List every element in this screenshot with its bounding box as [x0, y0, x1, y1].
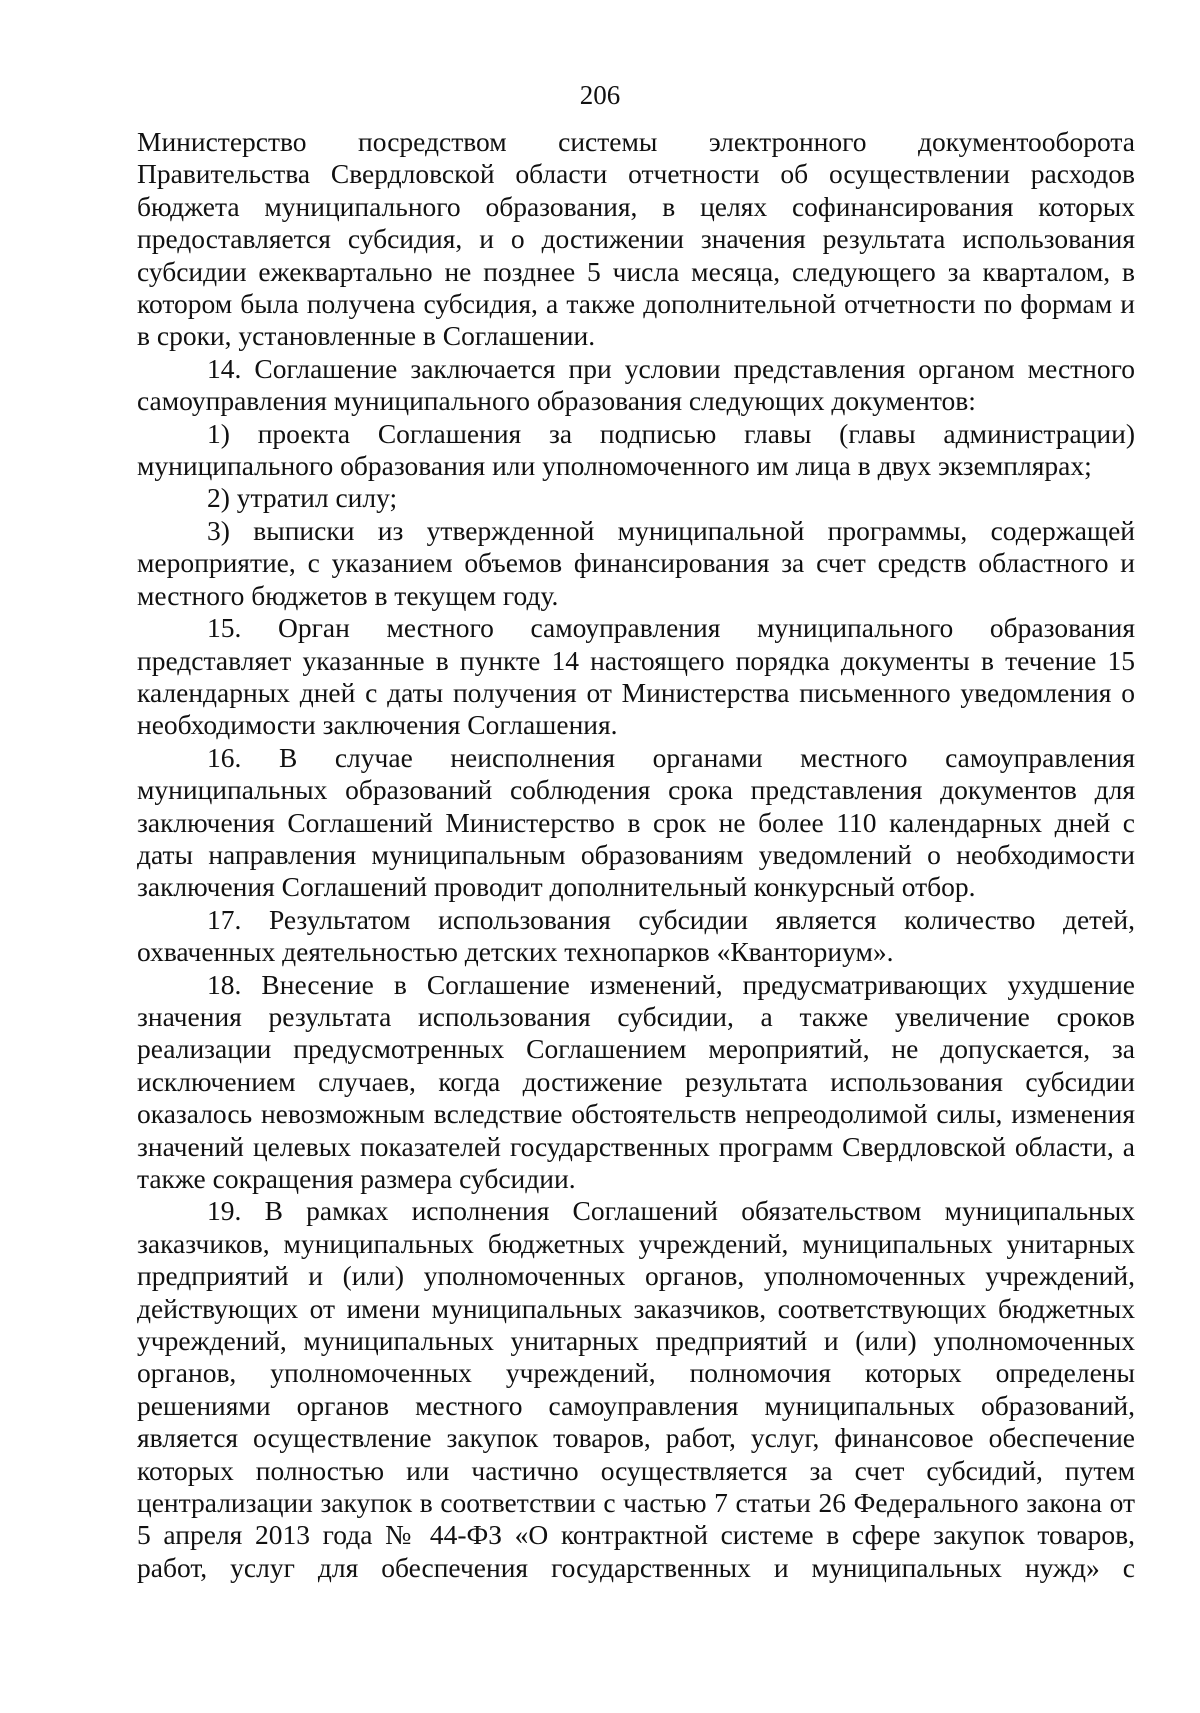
paragraph-19: 19. В рамках исполнения Соглашений обязательством муниципальных заказчиков, муниципальных бюджетных учреждений, муниципальных унитарных предприятий и (или) уполномоченных органов, уполномоченных учреждений, действующих от имени муниципальных заказчиков, соответствующих бюджетных учреждений, муниципальных унитарных предприятий и (или) уполномоченных органов, уполномоченных учреждений, полномочия которых определены решениями органов местного самоуправления муниципальных образований, является осуществление закупок товаров, работ, услуг, финансовое обеспечение которых полностью или частично осуществляется за счет субсидий, путем централизации закупок в соответствии с частью 7 статьи 26 Федерального закона от 5 апреля 2013 года № 44-ФЗ «О контрактной системе в сфере закупок товаров, работ, услуг для обеспечения государственных и муниципальных нужд» с: [137, 1195, 1135, 1583]
paragraph-17: 17. Результатом использования субсидии является количество детей, охваченных деятельностью детских технопарков «Кванториум».: [137, 903, 1135, 968]
paragraph-14-item-2: 2) утратил силу;: [207, 482, 398, 514]
paragraph-14-item-3: 3) выписки из утвержденной муниципальной программы, содержащей мероприятие, с указанием объемов финансирования за счет средств областного и местного бюджетов в текущем году.: [137, 514, 1135, 611]
paragraph-16: 16. В случае неисполнения органами местного самоуправления муниципальных образований соблюдения срока представления документов для заключения Соглашений Министерство в срок не более 110 календарных дней с даты направления муниципальным образованиям уведомлений о необходимости заключения Соглашений проводит дополнительный конкурсный отбор.: [137, 741, 1135, 903]
paragraph-continuation: Министерство посредством системы электронного документооборота Правительства Свердловской области отчетности об осуществлении расходов бюджета муниципального образования, в целях софинансирования которых предоставляется субсидия, и о достижении значения результата использования субсидии ежеквартально не позднее 5 числа месяца, следующего за кварталом, в котором была получена субсидия, а также дополнительной отчетности по формам и в сроки, установленные в Соглашении.: [137, 126, 1135, 352]
paragraph-18: 18. Внесение в Соглашение изменений, предусматривающих ухудшение значения результата использования субсидии, а также увеличение сроков реализации предусмотренных Соглашением мероприятий, не допускается, за исключением случаев, когда достижение результата использования субсидии оказалось невозможным вследствие обстоятельств непреодолимой силы, изменения значений целевых показателей государственных программ Свердловской области, а также сокращения размера субсидии.: [137, 968, 1135, 1194]
paragraph-14: 14. Соглашение заключается при условии представления органом местного самоуправления муниципального образования следующих документов:: [137, 352, 1135, 417]
document-body: [137, 126, 1135, 1584]
page-number: 206: [579, 80, 621, 110]
paragraph-15: 15. Орган местного самоуправления муниципального образования представляет указанные в пункте 14 настоящего порядка документы в течение 15 календарных дней с даты получения от Министерства письменного уведомления о необходимости заключения Соглашения.: [137, 612, 1135, 741]
paragraph-14-item-1: 1) проекта Соглашения за подписью главы (главы администрации) муниципального образования или уполномоченного им лица в двух экземплярах;: [137, 417, 1135, 482]
